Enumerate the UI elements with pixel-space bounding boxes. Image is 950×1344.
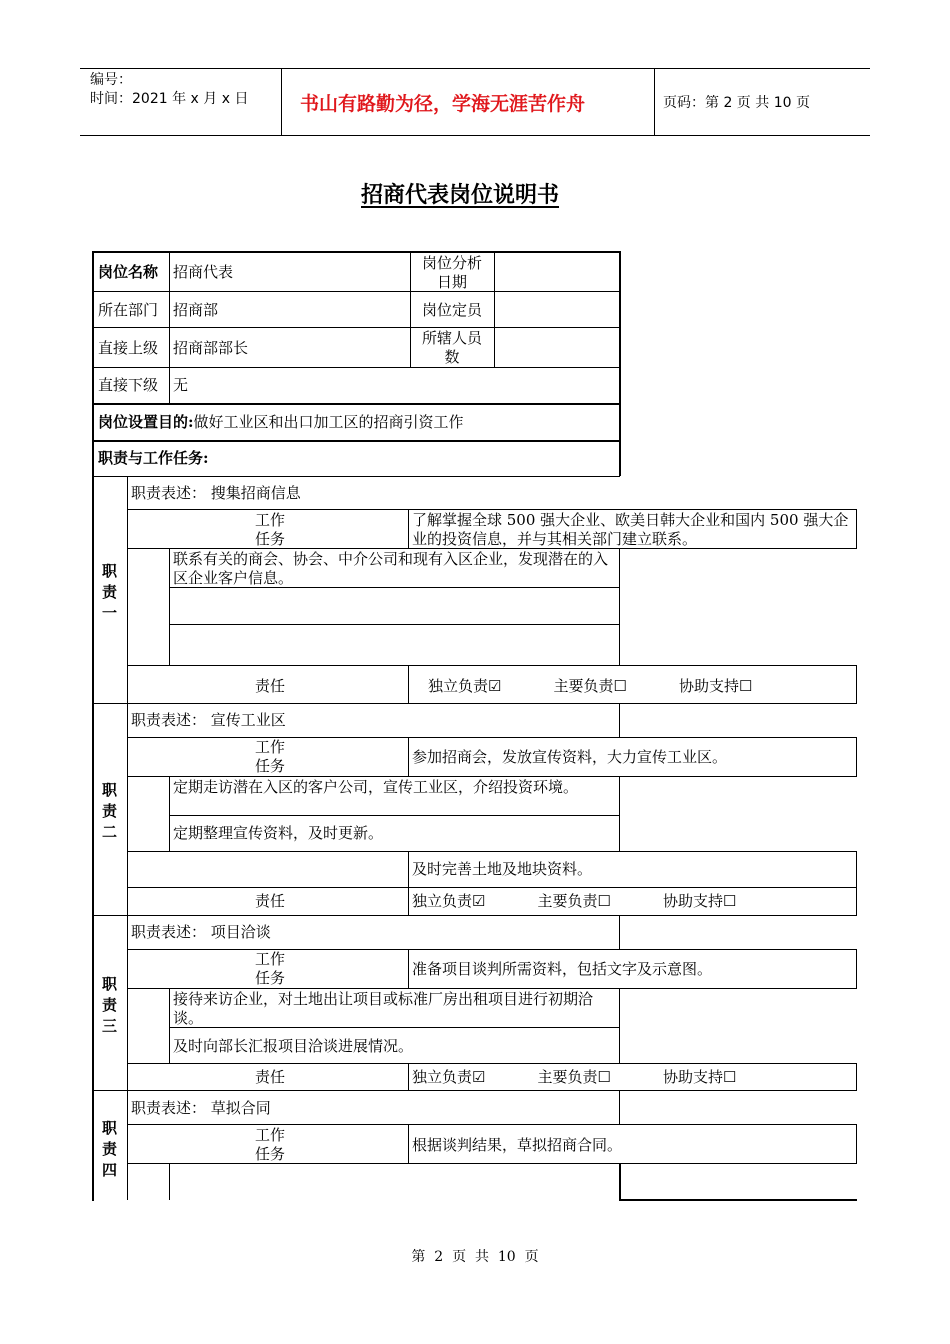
analysis-date-label (410, 254, 494, 292)
duty-1-task-2: 联系有关的商会、协会、中介公司和现有入区企业，发现潜在的入区企业客户信息。 (173, 550, 609, 587)
work-task-label-2: 工作 任务 (254, 738, 285, 775)
duty-side-label-2: 职 责 二 (102, 781, 118, 841)
checkbox-independent-3[interactable]: ☑ (472, 1068, 486, 1086)
superior-value: 招商部部长 (173, 339, 249, 357)
superior-label: 直接上级 (98, 339, 159, 357)
subordinates-count-label-line1: 所辖人员 (421, 329, 482, 347)
job-purpose (98, 413, 464, 432)
checkbox-assist-3[interactable]: ☐ (722, 1068, 737, 1086)
checkbox-main-1[interactable]: ☐ (613, 677, 627, 695)
responsibility-level-2: 独立负责☑ 主要负责☐ 协助支持☐ (412, 892, 737, 910)
duty-2-task-2: 定期走访潜在入区的客户公司，宣传工业区，介绍投资环境。 (173, 778, 579, 796)
duty-side-label-3: 职 责 三 (102, 975, 118, 1035)
duty-statement-1: 职责表述： 搜集招商信息 (131, 484, 301, 502)
duty-3-task-3: 及时向部长汇报项目洽谈进展情况。 (173, 1037, 414, 1055)
duty-3-task-2: 接待来访企业，对土地出让项目或标准厂房出租项目进行初期洽谈。 (173, 990, 594, 1027)
checkbox-independent-1[interactable]: ☑ (488, 677, 502, 695)
checkbox-main-2[interactable]: ☐ (597, 892, 611, 910)
duty-2-task-3: 定期整理宣传资料，及时更新。 (173, 824, 384, 842)
duties-header: 职责与工作任务: (98, 449, 209, 467)
subordinate-value: 无 (173, 376, 189, 394)
department-value: 招商部 (173, 301, 219, 319)
responsibility-level-1: 独立负责☑ 主要负责☐ 协助支持☐ (428, 677, 753, 695)
job-name-value: 招商代表 (173, 263, 234, 281)
work-task-label-1: 工作 任务 (254, 511, 285, 548)
duty-statement-4: 职责表述： 草拟合同 (131, 1099, 271, 1117)
duty-side-label-1: 职 责 一 (102, 562, 118, 622)
checkbox-main-3[interactable]: ☐ (597, 1068, 611, 1086)
subordinates-count-label (410, 329, 494, 367)
analysis-date-label-line2: 日期 (436, 273, 467, 291)
work-task-label-4: 工作 任务 (254, 1126, 285, 1163)
document-time: 时间：2021 年 x 月 x 日 (90, 91, 249, 107)
job-purpose-label: 岗位设置目的: (98, 413, 194, 431)
duty-3-task-1: 准备项目谈判所需资料，包括文字及示意图。 (412, 960, 713, 978)
motto: 书山有路勤为径，学海无涯苦作舟 (300, 93, 586, 115)
duty-2-task-4: 及时完善土地及地块资料。 (412, 860, 593, 878)
subordinates-count-label-line2: 数 (444, 348, 460, 366)
job-name-label: 岗位名称 (98, 263, 159, 281)
duty-side-label-4: 职 责 四 (102, 1119, 118, 1179)
checkbox-assist-2[interactable]: ☐ (722, 892, 737, 910)
responsibility-label-3: 责任 (254, 1068, 285, 1086)
subordinate-label: 直接下级 (98, 376, 159, 394)
header-page-number: 页码：第 2 页 共 10 页 (663, 95, 810, 111)
responsibility-level-3: 独立负责☑ 主要负责☐ 协助支持☐ (412, 1068, 737, 1086)
page-title: 招商代表岗位说明书 (361, 182, 560, 208)
duty-2-task-1: 参加招商会，发放宣传资料，大力宣传工业区。 (412, 748, 728, 766)
responsibility-label-2: 责任 (254, 892, 285, 910)
duty-1-task-1: 了解掌握全球 500 强大企业、欧美日韩大企业和国内 500 强大企业的投资信息，并与其相关部门建立联系。 (412, 511, 849, 548)
checkbox-independent-2[interactable]: ☑ (472, 892, 486, 910)
duty-statement-2: 职责表述： 宣传工业区 (131, 711, 286, 729)
duty-4-task-1: 根据谈判结果，草拟招商合同。 (412, 1136, 623, 1154)
analysis-date-label-line1: 岗位分析 (421, 254, 482, 272)
document-number-label: 编号： (90, 72, 132, 88)
checkbox-assist-1[interactable]: ☐ (738, 677, 753, 695)
work-task-label-3: 工作 任务 (254, 950, 285, 987)
department-label: 所在部门 (98, 301, 159, 319)
page-footer: 第 2 页 共 10 页 (411, 1249, 539, 1265)
responsibility-label-1: 责任 (254, 677, 285, 695)
job-purpose-value: 做好工业区和出口加工区的招商引资工作 (193, 413, 464, 431)
headcount-label: 岗位定员 (421, 301, 482, 319)
duty-statement-3: 职责表述： 项目洽谈 (131, 923, 271, 941)
